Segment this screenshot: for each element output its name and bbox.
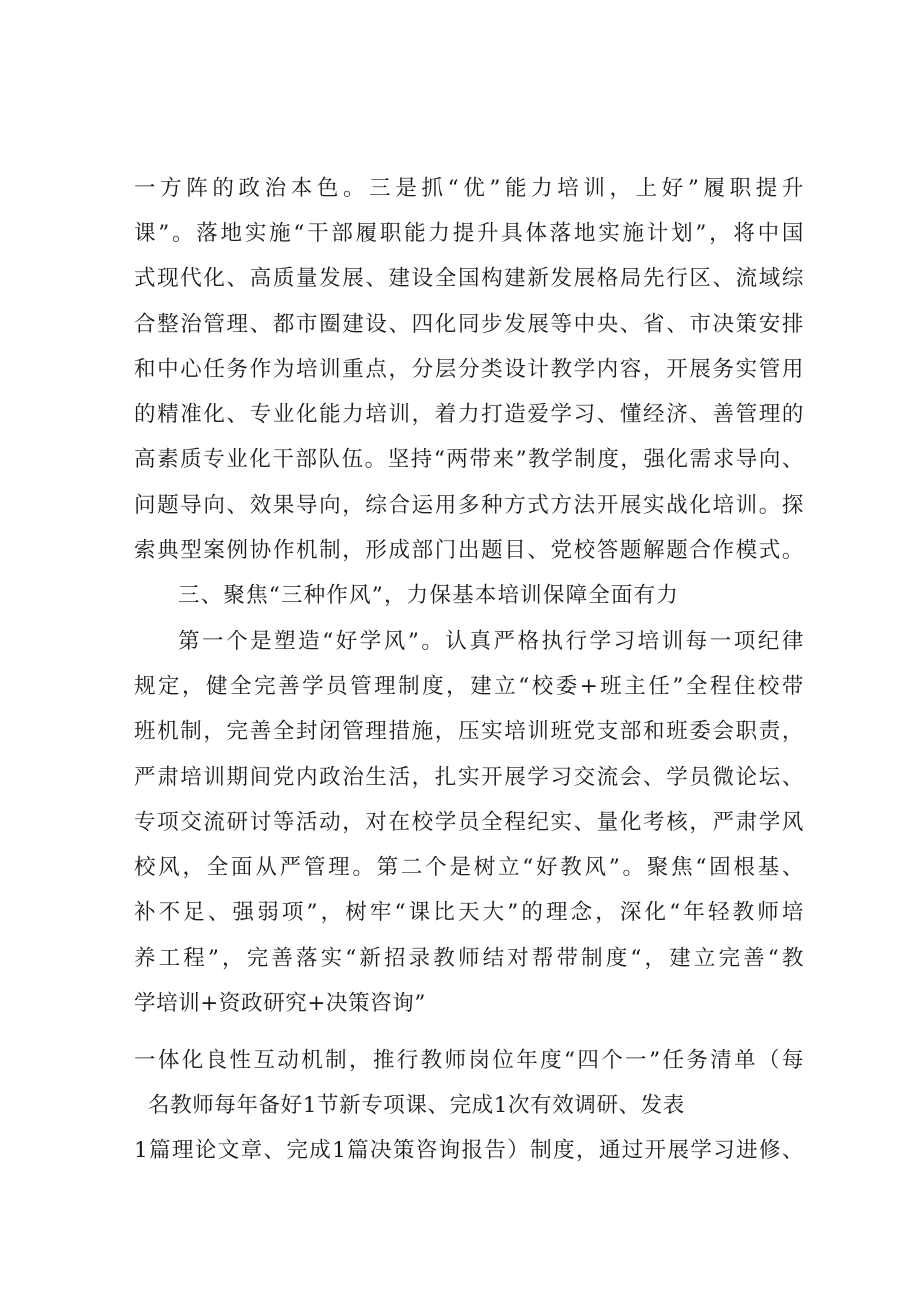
text-line: 一方阵的政治本色。三是抓“优”能力培训，上好”履职提升 [134, 176, 804, 201]
text-line: 索典型案例协作机制，形成部门出题目、党校答题解题合作模式。 [134, 538, 804, 563]
text-line: 补不足、强弱项”，树牢“课比天大”的理念，深化“年轻教师培 [134, 900, 804, 925]
text-line: 第一个是塑造“好学风”。认真严格执行学习培训每一项纪律 [178, 629, 804, 654]
text-line: 和中心任务作为培训重点，分层分类设计教学内容，开展务实管用 [134, 357, 804, 382]
text-line: 一体化良性互动机制，推行教师岗位年度“四个一”任务清单（每 [134, 1048, 804, 1073]
text-line: 1篇理论文章、完成1篇决策咨询报告）制度，通过开展学习进修、 [134, 1138, 804, 1163]
text-line: 的精准化、专业化能力培训，着力打造爱学习、懂经济、善管理的 [134, 402, 804, 427]
text-line: 式现代化、高质量发展、建设全国构建新发展格局先行区、流域综 [134, 266, 804, 291]
section-heading: 三、聚焦“三种作风”，力保基本培训保障全面有力 [178, 583, 680, 608]
text-line: 学培训+资政研究+决策咨询” [134, 991, 426, 1016]
text-line: 问题导向、效果导向，综合运用多种方式方法开展实战化培训。探 [134, 493, 804, 518]
text-line: 课”。落地实施“干部履职能力提升具体落地实施计划”，将中国 [134, 221, 804, 246]
text-line: 养工程”，完善落实“新招录教师结对帮带制度“，建立完善“教 [134, 946, 804, 971]
text-line: 合整治管理、都市圈建设、四化同步发展等中央、省、市决策安排 [134, 312, 804, 337]
text-line: 严肃培训期间党内政治生活，扎实开展学习交流会、学员微论坛、 [134, 765, 804, 790]
text-line: 高素质专业化干部队伍。坚持“两带来”教学制度，强化需求导向、 [134, 447, 804, 472]
text-line: 规定，健全完善学员管理制度，建立“校委+班主任”全程住校带 [134, 674, 804, 699]
text-line: 专项交流研讨等活动，对在校学员全程纪实、量化考核，严肃学风 [134, 810, 804, 835]
text-line: 班机制，完善全封闭管理措施，压实培训班党支部和班委会职责， [134, 719, 804, 744]
text-line: 校风，全面从严管理。第二个是树立“好教风”。聚焦“固根基、 [134, 855, 804, 880]
text-line: 名教师每年备好1节新专项课、完成1次有效调研、发表 [148, 1093, 685, 1118]
